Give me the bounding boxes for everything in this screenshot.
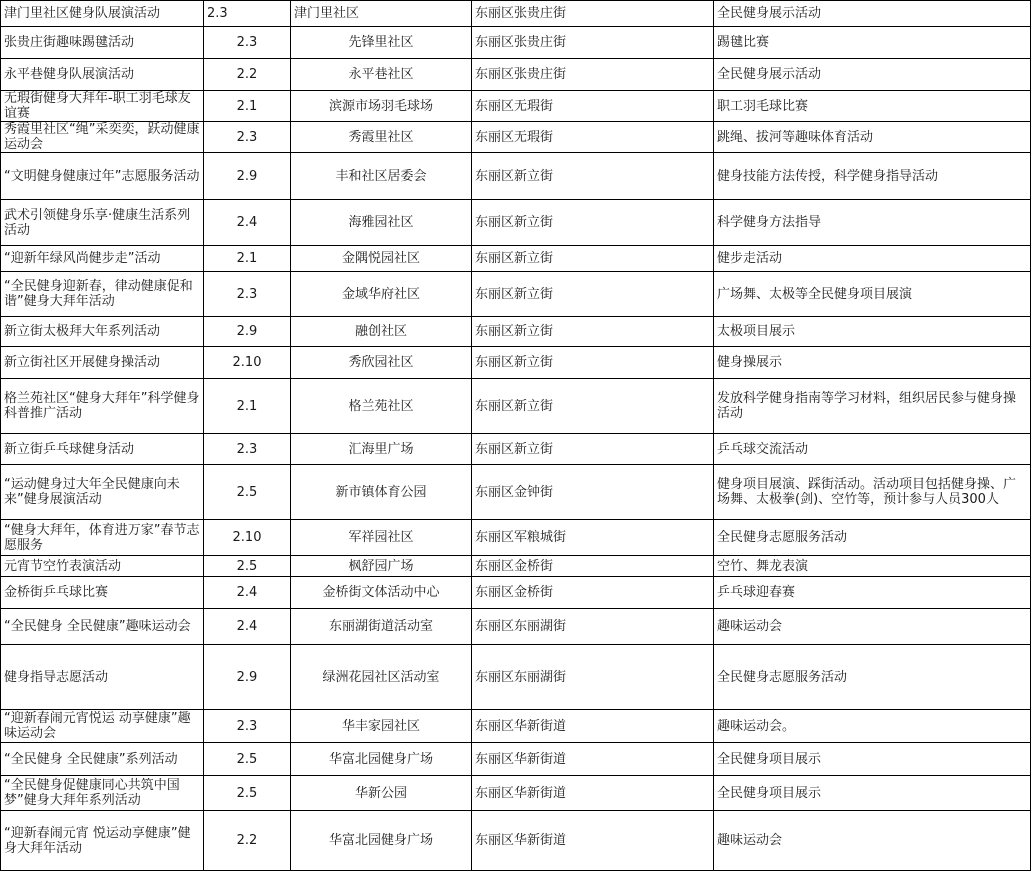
content-cell: 职工羽毛球比赛 [714, 91, 1031, 122]
table-row [1, 272, 1031, 317]
date-cell: 2.5 [204, 465, 291, 520]
activity-name-cell: 格兰苑社区“健身大拜年”科学健身科普推广活动 [1, 379, 204, 434]
district-cell: 东丽区金桥街 [472, 556, 714, 577]
venue-cell: 滨源市场羽毛球场 [291, 91, 472, 122]
venue-cell: 海雅园社区 [291, 200, 472, 246]
content-cell: 太极项目展示 [714, 317, 1031, 347]
activity-name-cell: 秀霞里社区“绳”采奕奕，跃动健康运动会 [1, 122, 204, 153]
table-row [1, 200, 1031, 246]
district-cell: 东丽区新立街 [472, 200, 714, 246]
venue-cell: 先锋里社区 [291, 27, 472, 59]
table-row [1, 811, 1031, 871]
activity-name-cell: “全民健身 全民健康”系列活动 [1, 743, 204, 776]
activity-name-cell: “运动健身过大年全民健康向未来”健身展演活动 [1, 465, 204, 520]
table-row [1, 743, 1031, 776]
district-cell: 东丽区军粮城街 [472, 520, 714, 556]
district-cell: 东丽区东丽湖街 [472, 609, 714, 645]
venue-cell: 华富北园健身广场 [291, 743, 472, 776]
venue-cell: 华丰家园社区 [291, 710, 472, 743]
activity-name-cell: “全民健身促健康同心共筑中国梦”健身大拜年系列活动 [1, 776, 204, 811]
venue-cell: 金域华府社区 [291, 272, 472, 317]
district-cell: 东丽区张贵庄街 [472, 27, 714, 59]
content-cell: 全民健身志愿服务活动 [714, 520, 1031, 556]
date-cell: 2.9 [204, 317, 291, 347]
venue-cell: 永平巷社区 [291, 59, 472, 91]
activity-name-cell: “文明健身健康过年”志愿服务活动 [1, 153, 204, 200]
table-row [1, 577, 1031, 609]
venue-cell: 津门里社区 [291, 1, 472, 27]
date-cell: 2.3 [204, 27, 291, 59]
table-row [1, 91, 1031, 122]
venue-cell: 丰和社区居委会 [291, 153, 472, 200]
table-row [1, 556, 1031, 577]
date-cell: 2.1 [204, 246, 291, 272]
activity-name-cell: “迎新年绿风尚健步走”活动 [1, 246, 204, 272]
content-cell: 全民健身展示活动 [714, 59, 1031, 91]
activity-name-cell: 金桥街乒乓球比赛 [1, 577, 204, 609]
district-cell: 东丽区无瑕街 [472, 91, 714, 122]
district-cell: 东丽区华新街道 [472, 811, 714, 871]
district-cell: 东丽区新立街 [472, 317, 714, 347]
district-cell: 东丽区新立街 [472, 379, 714, 434]
activity-name-cell: 元宵节空竹表演活动 [1, 556, 204, 577]
venue-cell: 融创社区 [291, 317, 472, 347]
content-cell: 趣味运动会。 [714, 710, 1031, 743]
date-cell: 2.1 [204, 91, 291, 122]
content-cell: 踢毽比赛 [714, 27, 1031, 59]
activity-name-cell: 新立街太极拜大年系列活动 [1, 317, 204, 347]
content-cell: 全民健身展示活动 [714, 1, 1031, 27]
district-cell: 东丽区张贵庄街 [472, 59, 714, 91]
date-cell: 2.2 [204, 59, 291, 91]
district-cell: 东丽区东丽湖街 [472, 645, 714, 710]
venue-cell: 汇海里广场 [291, 434, 472, 465]
date-cell: 2.5 [204, 743, 291, 776]
district-cell: 东丽区新立街 [472, 434, 714, 465]
content-cell: 健步走活动 [714, 246, 1031, 272]
date-cell: 2.4 [204, 200, 291, 246]
content-cell: 趣味运动会 [714, 609, 1031, 645]
district-cell: 东丽区金桥街 [472, 577, 714, 609]
venue-cell: 枫舒园广场 [291, 556, 472, 577]
date-cell: 2.9 [204, 645, 291, 710]
content-cell: 全民健身项目展示 [714, 743, 1031, 776]
venue-cell: 金桥街文体活动中心 [291, 577, 472, 609]
date-cell: 2.3 [204, 1, 291, 27]
venue-cell: 军祥园社区 [291, 520, 472, 556]
district-cell: 东丽区无瑕街 [472, 122, 714, 153]
content-cell: 广场舞、太极等全民健身项目展演 [714, 272, 1031, 317]
content-cell: 健身项目展演、踩街活动。活动项目包括健身操、广场舞、太极拳(剑)、空竹等，预计参与人员300人 [714, 465, 1031, 520]
venue-cell: 格兰苑社区 [291, 379, 472, 434]
content-cell: 发放科学健身指南等学习材料，组织居民参与健身操活动 [714, 379, 1031, 434]
venue-cell: 秀霞里社区 [291, 122, 472, 153]
activity-name-cell: 津门里社区健身队展演活动 [1, 1, 204, 27]
date-cell: 2.5 [204, 556, 291, 577]
table-row [1, 1, 1031, 27]
content-cell: 健身技能方法传授，科学健身指导活动 [714, 153, 1031, 200]
table-row [1, 776, 1031, 811]
date-cell: 2.3 [204, 122, 291, 153]
content-cell: 全民健身志愿服务活动 [714, 645, 1031, 710]
date-cell: 2.5 [204, 776, 291, 811]
activity-name-cell: 无瑕街健身大拜年-职工羽毛球友谊赛 [1, 91, 204, 122]
venue-cell: 华新公园 [291, 776, 472, 811]
district-cell: 东丽区新立街 [472, 347, 714, 379]
date-cell: 2.3 [204, 272, 291, 317]
table-row [1, 645, 1031, 710]
table-row [1, 710, 1031, 743]
content-cell: 科学健身方法指导 [714, 200, 1031, 246]
district-cell: 东丽区华新街道 [472, 776, 714, 811]
content-cell: 跳绳、拔河等趣味体育活动 [714, 122, 1031, 153]
table-row [1, 520, 1031, 556]
venue-cell: 华富北园健身广场 [291, 811, 472, 871]
content-cell: 健身操展示 [714, 347, 1031, 379]
table-row [1, 379, 1031, 434]
activity-name-cell: “健身大拜年，体育进万家”春节志愿服务 [1, 520, 204, 556]
table-row [1, 153, 1031, 200]
activity-name-cell: 张贵庄街趣味踢毽活动 [1, 27, 204, 59]
district-cell: 东丽区华新街道 [472, 710, 714, 743]
district-cell: 东丽区新立街 [472, 246, 714, 272]
activity-name-cell: 永平巷健身队展演活动 [1, 59, 204, 91]
venue-cell: 新市镇体育公园 [291, 465, 472, 520]
venue-cell: 绿洲花园社区活动室 [291, 645, 472, 710]
content-cell: 趣味运动会 [714, 811, 1031, 871]
date-cell: 2.4 [204, 609, 291, 645]
district-cell: 东丽区张贵庄街 [472, 1, 714, 27]
date-cell: 2.2 [204, 811, 291, 871]
table-row [1, 434, 1031, 465]
content-cell: 全民健身项目展示 [714, 776, 1031, 811]
content-cell: 乒乓球迎春赛 [714, 577, 1031, 609]
table-row [1, 27, 1031, 59]
activity-name-cell: “迎新春闹元宵悦运 动享健康”趣味运动会 [1, 710, 204, 743]
activity-name-cell: 健身指导志愿活动 [1, 645, 204, 710]
date-cell: 2.10 [204, 347, 291, 379]
date-cell: 2.3 [204, 710, 291, 743]
table-row [1, 465, 1031, 520]
district-cell: 东丽区新立街 [472, 153, 714, 200]
venue-cell: 东丽湖街道活动室 [291, 609, 472, 645]
table-body [1, 1, 1031, 871]
activity-name-cell: “全民健身 全民健康”趣味运动会 [1, 609, 204, 645]
activity-name-cell: 新立街社区开展健身操活动 [1, 347, 204, 379]
activity-name-cell: 武术引领健身乐享·健康生活系列活动 [1, 200, 204, 246]
date-cell: 2.4 [204, 577, 291, 609]
date-cell: 2.1 [204, 379, 291, 434]
date-cell: 2.3 [204, 434, 291, 465]
table-row [1, 609, 1031, 645]
table-row [1, 317, 1031, 347]
district-cell: 东丽区金钟街 [472, 465, 714, 520]
date-cell: 2.10 [204, 520, 291, 556]
activity-name-cell: “全民健身迎新春，律动健康促和谐”健身大拜年活动 [1, 272, 204, 317]
district-cell: 东丽区华新街道 [472, 743, 714, 776]
content-cell: 空竹、舞龙表演 [714, 556, 1031, 577]
table-row [1, 59, 1031, 91]
table-row [1, 246, 1031, 272]
content-cell: 乒乓球交流活动 [714, 434, 1031, 465]
district-cell: 东丽区新立街 [472, 272, 714, 317]
venue-cell: 秀欣园社区 [291, 347, 472, 379]
table-row [1, 122, 1031, 153]
venue-cell: 金隅悦园社区 [291, 246, 472, 272]
date-cell: 2.9 [204, 153, 291, 200]
activity-name-cell: “迎新春闹元宵 悦运动享健康”健身大拜年活动 [1, 811, 204, 871]
table-row [1, 347, 1031, 379]
activity-name-cell: 新立街乒乓球健身活动 [1, 434, 204, 465]
